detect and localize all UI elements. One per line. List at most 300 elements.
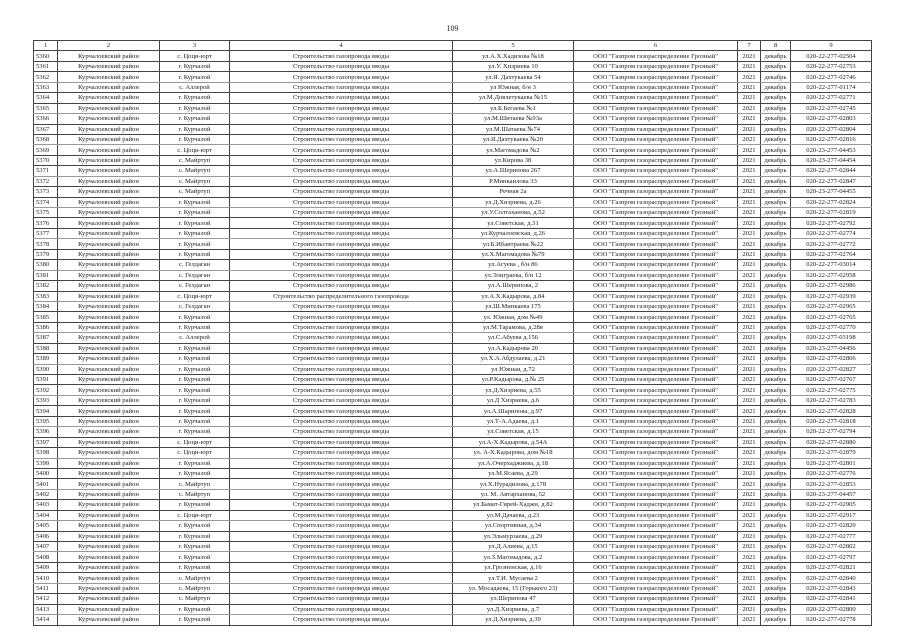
row-number-cell: 5385 xyxy=(34,312,58,322)
registration-number-cell: 020-22-277-02821 xyxy=(791,562,872,572)
gas-connections-table xyxy=(33,40,872,626)
work-type-cell: Строительство газопровода вводы xyxy=(230,166,453,176)
month-cell: декабрь xyxy=(761,500,791,510)
year-cell: 2021 xyxy=(738,260,761,270)
table-row xyxy=(34,93,872,103)
row-number-cell: 5383 xyxy=(34,291,58,301)
registration-number-cell: 020-22-277-02819 xyxy=(791,208,872,218)
organization-cell: ООО "Газпром газораспределение Грозный" xyxy=(574,395,738,405)
month-cell: декабрь xyxy=(761,155,791,165)
year-cell: 2021 xyxy=(738,61,761,71)
settlement-cell: г. Курчалой xyxy=(160,468,230,478)
settlement-cell: с. Гелдаган xyxy=(160,281,230,291)
settlement-cell: с. Майртуп xyxy=(160,187,230,197)
address-cell: ул.Бамат-Гирей-Хаджи, д.82 xyxy=(453,500,574,510)
organization-cell: ООО "Газпром газораспределение Грозный" xyxy=(574,61,738,71)
organization-cell: ООО "Газпром газораспределение Грозный" xyxy=(574,134,738,144)
organization-cell: ООО "Газпром газораспределение Грозный" xyxy=(574,364,738,374)
district-cell: Курчалоевский район xyxy=(58,427,160,437)
row-number-cell: 5379 xyxy=(34,249,58,259)
organization-cell: ООО "Газпром газораспределение Грозный" xyxy=(574,468,738,478)
row-number-cell: 5384 xyxy=(34,301,58,311)
year-cell: 2021 xyxy=(738,187,761,197)
row-number-cell: 5388 xyxy=(34,343,58,353)
address-cell: ул.У. Хизриева 10 xyxy=(453,61,574,71)
table-row xyxy=(34,82,872,92)
registration-number-cell: 020-22-277-02794 xyxy=(791,427,872,437)
page-number: 109 xyxy=(446,24,459,33)
header-cell: 8 xyxy=(761,41,791,51)
month-cell: декабрь xyxy=(761,228,791,238)
year-cell: 2021 xyxy=(738,270,761,280)
table-row xyxy=(34,145,872,155)
organization-cell: ООО "Газпром газораспределение Грозный" xyxy=(574,416,738,426)
table-row xyxy=(34,510,872,520)
address-cell: ул.Советская, д.15 xyxy=(453,427,574,437)
month-cell: декабрь xyxy=(761,552,791,562)
organization-cell: ООО "Газпром газораспределение Грозный" xyxy=(574,93,738,103)
registration-number-cell: 020-22-277-02770 xyxy=(791,322,872,332)
work-type-cell: Строительство газопровода вводы xyxy=(230,322,453,332)
table-row xyxy=(34,322,872,332)
table-row xyxy=(34,114,872,124)
registration-number-cell: 020-22-277-02745 xyxy=(791,103,872,113)
district-cell: Курчалоевский район xyxy=(58,155,160,165)
registration-number-cell: 020-22-277-02783 xyxy=(791,395,872,405)
month-cell: декабрь xyxy=(761,510,791,520)
address-cell: ул. М. Автарханова, 52 xyxy=(453,489,574,499)
address-cell: ул.А.Кадырова 20 xyxy=(453,343,574,353)
registration-number-cell: 020-22-277-02853 xyxy=(791,479,872,489)
registration-number-cell: 020-22-277-02801 xyxy=(791,458,872,468)
organization-cell: ООО "Газпром газораспределение Грозный" xyxy=(574,197,738,207)
organization-cell: ООО "Газпром газораспределение Грозный" xyxy=(574,281,738,291)
table-row xyxy=(34,573,872,583)
month-cell: декабрь xyxy=(761,249,791,259)
settlement-cell: с. Майртуп xyxy=(160,479,230,489)
organization-cell: ООО "Газпром газораспределение Грозный" xyxy=(574,615,738,625)
year-cell: 2021 xyxy=(738,395,761,405)
header-cell: 4 xyxy=(230,41,453,51)
year-cell: 2021 xyxy=(738,385,761,395)
work-type-cell: Строительство газопровода вводы xyxy=(230,406,453,416)
address-cell: ул.Курчалоевская, д.26 xyxy=(453,228,574,238)
registration-number-cell: 020-22-277-02797 xyxy=(791,552,872,562)
organization-cell: ООО "Газпром газораспределение Грозный" xyxy=(574,312,738,322)
registration-number-cell: 020-22-277-02986 xyxy=(791,281,872,291)
registration-number-cell: 020-22-277-02767 xyxy=(791,375,872,385)
district-cell: Курчалоевский район xyxy=(58,542,160,552)
organization-cell: ООО "Газпром газораспределение Грозный" xyxy=(574,51,738,61)
district-cell: Курчалоевский район xyxy=(58,375,160,385)
address-cell: ул.А.Шерипова 267 xyxy=(453,166,574,176)
settlement-cell: г. Курчалой xyxy=(160,562,230,572)
year-cell: 2021 xyxy=(738,176,761,186)
work-type-cell: Строительство газопровода вводы xyxy=(230,82,453,92)
address-cell: ул.Магомадова №2 xyxy=(453,145,574,155)
year-cell: 2021 xyxy=(738,82,761,92)
month-cell: декабрь xyxy=(761,416,791,426)
year-cell: 2021 xyxy=(738,124,761,134)
work-type-cell: Строительство газопровода вводы xyxy=(230,114,453,124)
settlement-cell: г. Курчалой xyxy=(160,521,230,531)
month-cell: декабрь xyxy=(761,489,791,499)
settlement-cell: с. Гелдаган xyxy=(160,301,230,311)
work-type-cell: Строительство газопровода вводы xyxy=(230,260,453,270)
organization-cell: ООО "Газпром газораспределение Грозный" xyxy=(574,552,738,562)
district-cell: Курчалоевский район xyxy=(58,531,160,541)
row-number-cell: 5365 xyxy=(34,103,58,113)
settlement-cell: г. Курчалой xyxy=(160,208,230,218)
row-number-cell: 5397 xyxy=(34,437,58,447)
month-cell: декабрь xyxy=(761,427,791,437)
month-cell: декабрь xyxy=(761,166,791,176)
table-row xyxy=(34,228,872,238)
table-row xyxy=(34,500,872,510)
district-cell: Курчалоевский район xyxy=(58,208,160,218)
table-row xyxy=(34,562,872,572)
settlement-cell: г. Курчалой xyxy=(160,406,230,416)
table-row xyxy=(34,521,872,531)
month-cell: декабрь xyxy=(761,448,791,458)
settlement-cell: г. Курчалой xyxy=(160,322,230,332)
row-number-cell: 5408 xyxy=(34,552,58,562)
address-cell: Речная 2а xyxy=(453,187,574,197)
month-cell: декабрь xyxy=(761,437,791,447)
table-row xyxy=(34,51,872,61)
work-type-cell: Строительство газопровода вводы xyxy=(230,145,453,155)
organization-cell: ООО "Газпром газораспределение Грозный" xyxy=(574,479,738,489)
work-type-cell: Строительство газопровода вводы xyxy=(230,468,453,478)
settlement-cell: г. Курчалой xyxy=(160,416,230,426)
registration-number-cell: 020-22-277-02804 xyxy=(791,124,872,134)
table-row xyxy=(34,270,872,280)
year-cell: 2021 xyxy=(738,51,761,61)
table-row xyxy=(34,468,872,478)
table-row xyxy=(34,385,872,395)
settlement-cell: г. Курчалой xyxy=(160,531,230,541)
district-cell: Курчалоевский район xyxy=(58,458,160,468)
address-cell: ул.Д.Хизриева, д.7 xyxy=(453,604,574,614)
year-cell: 2021 xyxy=(738,145,761,155)
organization-cell: ООО "Газпром газораспределение Грозный" xyxy=(574,155,738,165)
year-cell: 2021 xyxy=(738,93,761,103)
address-cell: ул.Спортивная, д.34 xyxy=(453,521,574,531)
month-cell: декабрь xyxy=(761,208,791,218)
year-cell: 2021 xyxy=(738,468,761,478)
row-number-cell: 5394 xyxy=(34,406,58,416)
organization-cell: ООО "Газпром газораспределение Грозный" xyxy=(574,114,738,124)
year-cell: 2021 xyxy=(738,155,761,165)
month-cell: декабрь xyxy=(761,103,791,113)
district-cell: Курчалоевский район xyxy=(58,124,160,134)
organization-cell: ООО "Газпром газораспределение Грозный" xyxy=(574,448,738,458)
settlement-cell: с. Майртуп xyxy=(160,583,230,593)
work-type-cell: Строительство газопровода вводы xyxy=(230,312,453,322)
address-cell: ул.Х.А.Абдулаева, д.21 xyxy=(453,354,574,364)
organization-cell: ООО "Газпром газораспределение Грозный" xyxy=(574,301,738,311)
year-cell: 2021 xyxy=(738,114,761,124)
table-row xyxy=(34,166,872,176)
year-cell: 2021 xyxy=(738,239,761,249)
table-row xyxy=(34,615,872,625)
address-cell: ул.Х.Магомадова №79 xyxy=(453,249,574,259)
organization-cell: ООО "Газпром газораспределение Грозный" xyxy=(574,218,738,228)
settlement-cell: с. Аллерой xyxy=(160,333,230,343)
month-cell: декабрь xyxy=(761,270,791,280)
row-number-cell: 5374 xyxy=(34,197,58,207)
district-cell: Курчалоевский район xyxy=(58,134,160,144)
address-cell: ул.А.Шерипова, 2 xyxy=(453,281,574,291)
settlement-cell: г. Курчалой xyxy=(160,72,230,82)
registration-number-cell: 020-23-277-04456 xyxy=(791,343,872,353)
address-cell: ул.А.Х.Кадырова, д.84 xyxy=(453,291,574,301)
address-cell: ул.М.Тарамова, д.28в xyxy=(453,322,574,332)
registration-number-cell: 020-22-277-02802 xyxy=(791,542,872,552)
district-cell: Курчалоевский район xyxy=(58,218,160,228)
work-type-cell: Строительство газопровода вводы xyxy=(230,594,453,604)
month-cell: декабрь xyxy=(761,134,791,144)
address-cell: ул.Я. Дахтукаева 54 xyxy=(453,72,574,82)
year-cell: 2021 xyxy=(738,500,761,510)
organization-cell: ООО "Газпром газораспределение Грозный" xyxy=(574,500,738,510)
address-cell: ул Южная, д.72 xyxy=(453,364,574,374)
district-cell: Курчалоевский район xyxy=(58,187,160,197)
work-type-cell: Строительство газопровода вводы xyxy=(230,187,453,197)
row-number-cell: 5404 xyxy=(34,510,58,520)
row-number-cell: 5381 xyxy=(34,270,58,280)
district-cell: Курчалоевский район xyxy=(58,301,160,311)
organization-cell: ООО "Газпром газораспределение Грозный" xyxy=(574,385,738,395)
table-row xyxy=(34,395,872,405)
address-cell: ул.Б.Бегаева №1 xyxy=(453,103,574,113)
work-type-cell: Строительство газопровода вводы xyxy=(230,176,453,186)
work-type-cell: Строительство газопровода вводы xyxy=(230,521,453,531)
table-row xyxy=(34,416,872,426)
organization-cell: ООО "Газпром газораспределение Грозный" xyxy=(574,573,738,583)
district-cell: Курчалоевский район xyxy=(58,260,160,270)
year-cell: 2021 xyxy=(738,604,761,614)
organization-cell: ООО "Газпром газораспределение Грозный" xyxy=(574,72,738,82)
year-cell: 2021 xyxy=(738,72,761,82)
work-type-cell: Строительство газопровода вводы xyxy=(230,72,453,82)
address-cell: ул.Д Хизриева, д.6 xyxy=(453,395,574,405)
registration-number-cell: 020-22-277-02840 xyxy=(791,573,872,583)
registration-number-cell: 020-23-277-04457 xyxy=(791,489,872,499)
year-cell: 2021 xyxy=(738,291,761,301)
registration-number-cell: 020-22-277-02818 xyxy=(791,416,872,426)
district-cell: Курчалоевский район xyxy=(58,82,160,92)
month-cell: декабрь xyxy=(761,61,791,71)
organization-cell: ООО "Газпром газораспределение Грозный" xyxy=(574,542,738,552)
settlement-cell: г. Курчалой xyxy=(160,93,230,103)
row-number-cell: 5393 xyxy=(34,395,58,405)
row-number-cell: 5371 xyxy=(34,166,58,176)
table-row xyxy=(34,218,872,228)
row-number-cell: 5364 xyxy=(34,93,58,103)
registration-number-cell: 020-22-277-02880 xyxy=(791,437,872,447)
address-cell: ул.З.Магомадова, д.2 xyxy=(453,552,574,562)
month-cell: декабрь xyxy=(761,187,791,197)
month-cell: декабрь xyxy=(761,562,791,572)
year-cell: 2021 xyxy=(738,489,761,499)
work-type-cell: Строительство газопровода вводы xyxy=(230,249,453,259)
work-type-cell: Строительство газопровода вводы xyxy=(230,479,453,489)
address-cell: ул.Б.Ибаитраева №22 xyxy=(453,239,574,249)
registration-number-cell: 020-22-277-02777 xyxy=(791,531,872,541)
table-row xyxy=(34,187,872,197)
row-number-cell: 5403 xyxy=(34,500,58,510)
row-number-cell: 5390 xyxy=(34,364,58,374)
year-cell: 2021 xyxy=(738,573,761,583)
work-type-cell: Строительство газопровода вводы xyxy=(230,218,453,228)
address-cell: ул.Ш.Минкаева 175 xyxy=(453,301,574,311)
district-cell: Курчалоевский район xyxy=(58,176,160,186)
settlement-cell: с. Гелдаган xyxy=(160,270,230,280)
row-number-cell: 5386 xyxy=(34,322,58,332)
month-cell: декабрь xyxy=(761,322,791,332)
registration-number-cell: 020-22-277-03198 xyxy=(791,333,872,343)
year-cell: 2021 xyxy=(738,583,761,593)
registration-number-cell: 020-22-277-02774 xyxy=(791,228,872,238)
year-cell: 2021 xyxy=(738,521,761,531)
organization-cell: ООО "Газпром газораспределение Грозный" xyxy=(574,354,738,364)
registration-number-cell: 020-23-277-04453 xyxy=(791,145,872,155)
year-cell: 2021 xyxy=(738,542,761,552)
month-cell: декабрь xyxy=(761,604,791,614)
district-cell: Курчалоевский район xyxy=(58,333,160,343)
table-row xyxy=(34,479,872,489)
table-row xyxy=(34,197,872,207)
work-type-cell: Строительство газопровода вводы xyxy=(230,375,453,385)
registration-number-cell: 020-22-277-02820 xyxy=(791,521,872,531)
table-row xyxy=(34,260,872,270)
work-type-cell: Строительство газопровода вводы xyxy=(230,61,453,71)
row-number-cell: 5414 xyxy=(34,615,58,625)
table-row xyxy=(34,155,872,165)
organization-cell: ООО "Газпром газораспределение Грозный" xyxy=(574,145,738,155)
table-row xyxy=(34,72,872,82)
organization-cell: ООО "Газпром газораспределение Грозный" xyxy=(574,187,738,197)
year-cell: 2021 xyxy=(738,406,761,416)
month-cell: декабрь xyxy=(761,281,791,291)
address-cell: ул.Элиграева, б/н 12 xyxy=(453,270,574,280)
month-cell: декабрь xyxy=(761,406,791,416)
table-row xyxy=(34,343,872,353)
district-cell: Курчалоевский район xyxy=(58,510,160,520)
settlement-cell: г. Курчалой xyxy=(160,500,230,510)
row-number-cell: 5392 xyxy=(34,385,58,395)
row-number-cell: 5360 xyxy=(34,51,58,61)
row-number-cell: 5382 xyxy=(34,281,58,291)
table-row xyxy=(34,208,872,218)
district-cell: Курчалоевский район xyxy=(58,573,160,583)
settlement-cell: с. Майртуп xyxy=(160,573,230,583)
district-cell: Курчалоевский район xyxy=(58,615,160,625)
table-row xyxy=(34,531,872,541)
district-cell: Курчалоевский район xyxy=(58,166,160,176)
settlement-cell: с. Майртуп xyxy=(160,155,230,165)
registration-number-cell: 020-22-277-02841 xyxy=(791,594,872,604)
header-cell: 1 xyxy=(34,41,58,51)
table-row xyxy=(34,249,872,259)
district-cell: Курчалоевский район xyxy=(58,479,160,489)
registration-number-cell: 020-22-277-02824 xyxy=(791,197,872,207)
work-type-cell: Строительство газопровода вводы xyxy=(230,615,453,625)
settlement-cell: с. Цоци-юрт xyxy=(160,145,230,155)
work-type-cell: Строительство газопровода вводы xyxy=(230,604,453,614)
table-row xyxy=(34,583,872,593)
row-number-cell: 5378 xyxy=(34,239,58,249)
month-cell: декабрь xyxy=(761,145,791,155)
district-cell: Курчалоевский район xyxy=(58,521,160,531)
settlement-cell: г. Курчалой xyxy=(160,542,230,552)
organization-cell: ООО "Газпром газораспределение Грозный" xyxy=(574,458,738,468)
row-number-cell: 5369 xyxy=(34,145,58,155)
registration-number-cell: 020-22-277-02806 xyxy=(791,354,872,364)
work-type-cell: Строительство газопровода вводы xyxy=(230,573,453,583)
row-number-cell: 5395 xyxy=(34,416,58,426)
year-cell: 2021 xyxy=(738,416,761,426)
registration-number-cell: 020-22-277-02771 xyxy=(791,93,872,103)
table-row xyxy=(34,333,872,343)
table-row xyxy=(34,458,872,468)
month-cell: декабрь xyxy=(761,114,791,124)
year-cell: 2021 xyxy=(738,531,761,541)
district-cell: Курчалоевский район xyxy=(58,228,160,238)
organization-cell: ООО "Газпром газораспределение Грозный" xyxy=(574,124,738,134)
month-cell: декабрь xyxy=(761,312,791,322)
month-cell: декабрь xyxy=(761,583,791,593)
registration-number-cell: 020-22-277-02844 xyxy=(791,166,872,176)
table-row xyxy=(34,552,872,562)
address-cell: ул.Д.Хизриева, д.55 xyxy=(453,385,574,395)
registration-number-cell: 020-22-277-02816 xyxy=(791,134,872,144)
month-cell: декабрь xyxy=(761,239,791,249)
row-number-cell: 5370 xyxy=(34,155,58,165)
settlement-cell: г. Курчалой xyxy=(160,249,230,259)
row-number-cell: 5368 xyxy=(34,134,58,144)
organization-cell: ООО "Газпром газораспределение Грозный" xyxy=(574,583,738,593)
district-cell: Курчалоевский район xyxy=(58,291,160,301)
registration-number-cell: 020-23-277-04454 xyxy=(791,155,872,165)
month-cell: декабрь xyxy=(761,594,791,604)
work-type-cell: Строительство газопровода вводы xyxy=(230,281,453,291)
work-type-cell: Строительство газопровода вводы xyxy=(230,542,453,552)
registration-number-cell: 020-22-277-02939 xyxy=(791,291,872,301)
organization-cell: ООО "Газпром газораспределение Грозный" xyxy=(574,260,738,270)
header-cell: 3 xyxy=(160,41,230,51)
month-cell: декабрь xyxy=(761,468,791,478)
registration-number-cell: 020-22-277-02800 xyxy=(791,604,872,614)
work-type-cell: Строительство газопровода вводы xyxy=(230,228,453,238)
work-type-cell: Строительство газопровода вводы xyxy=(230,489,453,499)
registration-number-cell: 020-22-277-02965 xyxy=(791,301,872,311)
work-type-cell: Строительство газопровода вводы xyxy=(230,155,453,165)
work-type-cell: Строительство газопровода вводы xyxy=(230,103,453,113)
settlement-cell: г. Курчалой xyxy=(160,375,230,385)
year-cell: 2021 xyxy=(738,364,761,374)
year-cell: 2021 xyxy=(738,427,761,437)
month-cell: декабрь xyxy=(761,260,791,270)
table-row xyxy=(34,312,872,322)
settlement-cell: с. Цоци-юрт xyxy=(160,291,230,301)
table-row xyxy=(34,594,872,604)
settlement-cell: с. Гелдаган xyxy=(160,260,230,270)
registration-number-cell: 020-22-277-02504 xyxy=(791,51,872,61)
row-number-cell: 5377 xyxy=(34,228,58,238)
year-cell: 2021 xyxy=(738,615,761,625)
